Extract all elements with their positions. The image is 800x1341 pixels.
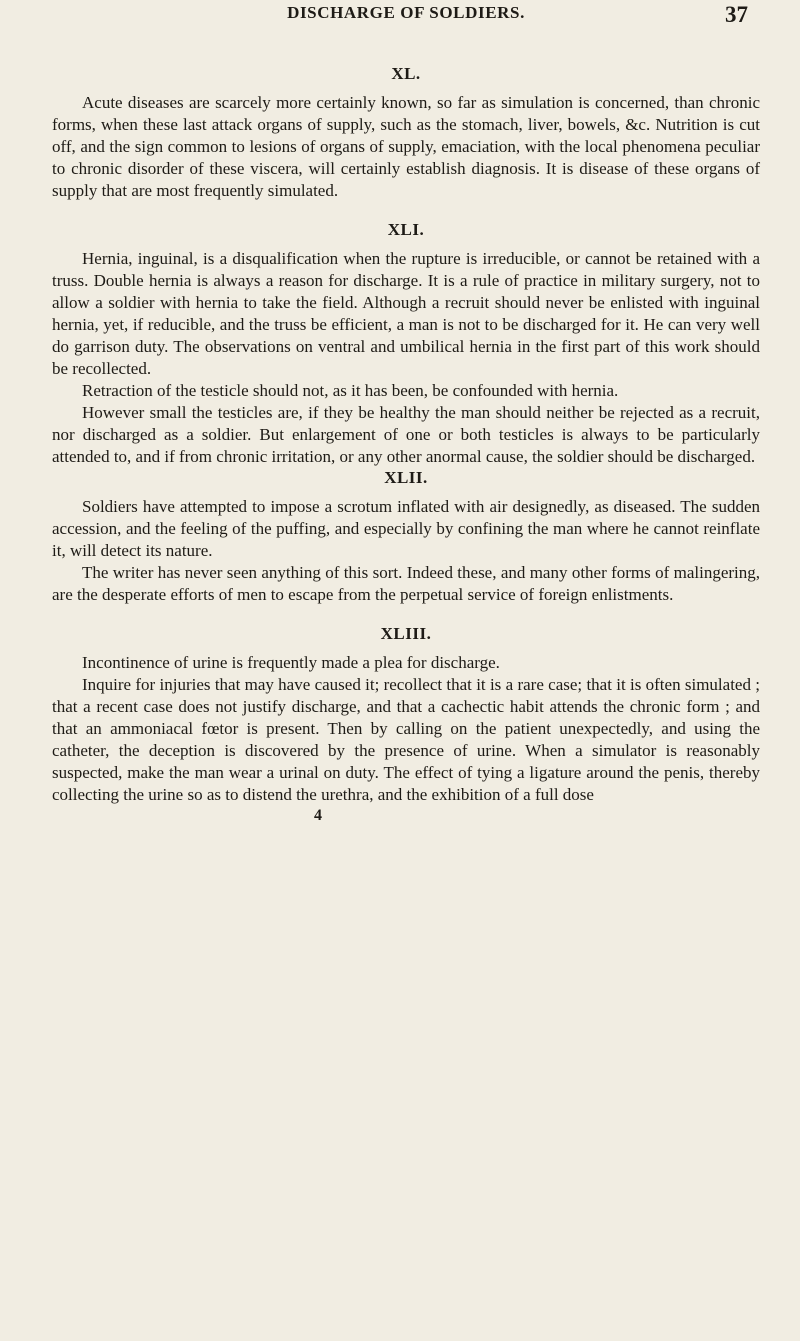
page-number: 37 xyxy=(725,2,748,27)
section-xl xyxy=(52,64,760,202)
paragraph: Acute diseases are scarcely more certainly known, so far as simulation is concerned, than chronic forms, when these last attack organs of supply, such as the stomach, liver, bowels, &c. Nutrition is cut off, and the sign common to lesions of organs of supply, emaciation, with the local phenomena peculiar to chronic disorder of these viscera, will certainly establish diagnosis. It is disease of these organs of supply that are most frequently simulated. xyxy=(52,93,760,200)
paragraph: Inquire for injuries that may have caused it; recollect that it is a rare case; that it is often simulated ; that a recent case does not justify discharge, and that a cachectic habit attends the chronic form ; and that an ammoniacal fœtor is present. Then by calling on the patient unexpectedly, and using the catheter, the deception is discovered by the presence of urine. When a simulator is reasonably suspected, make the man wear a urinal on duty. The effect of tying a ligature around the penis, thereby collecting the urine so as to distend the urethra, and the exhibition of a full dose xyxy=(52,675,760,804)
signature-mark: 4 xyxy=(314,807,322,824)
paragraph: Retraction of the testicle should not, as it has been, be confounded with hernia. xyxy=(82,381,619,400)
section-xliii xyxy=(52,624,760,806)
section-heading: XLII. xyxy=(384,468,428,487)
paragraph: However small the testicles are, if they be healthy the man should neither be rejected as a recruit, nor discharged as a soldier. But enlargement of one or both testicles is always to be particularly attended to, and if from chronic irritation, or any other anormal cause, the soldier should be discharged. xyxy=(52,403,760,466)
section-xlii xyxy=(52,468,760,606)
paragraph: The writer has never seen anything of this sort. Indeed these, and many other forms of malingering, are the desperate efforts of men to escape from the perpetual service of foreign enlistments. xyxy=(52,563,760,604)
paragraph: Hernia, inguinal, is a disqualification when the rupture is irreducible, or cannot be retained with a truss. Double hernia is always a reason for discharge. It is a rule of practice in military surgery, not to allow a soldier with hernia to take the field. Although a recruit should never be enlisted with inguinal hernia, yet, if reducible, and the truss be efficient, a man is not to be discharged for it. He can very well do garrison duty. The observations on ventral and umbilical hernia in the first part of this work should be recollected. xyxy=(52,249,760,378)
paragraph: Soldiers have attempted to impose a scrotum inflated with air designedly, as diseased. The sudden accession, and the feeling of the puffing, and especially by confining the man where he cannot reinflate it, will detect its nature. xyxy=(52,497,760,560)
paragraph: Incontinence of urine is frequently made a plea for discharge. xyxy=(82,653,500,672)
section-heading: XL. xyxy=(391,64,421,83)
section-heading: XLI. xyxy=(387,220,425,239)
section-heading: XLIII. xyxy=(380,624,432,643)
section-xli xyxy=(52,220,760,468)
running-title: DISCHARGE OF SOLDIERS. xyxy=(287,3,525,22)
running-head xyxy=(52,0,760,36)
